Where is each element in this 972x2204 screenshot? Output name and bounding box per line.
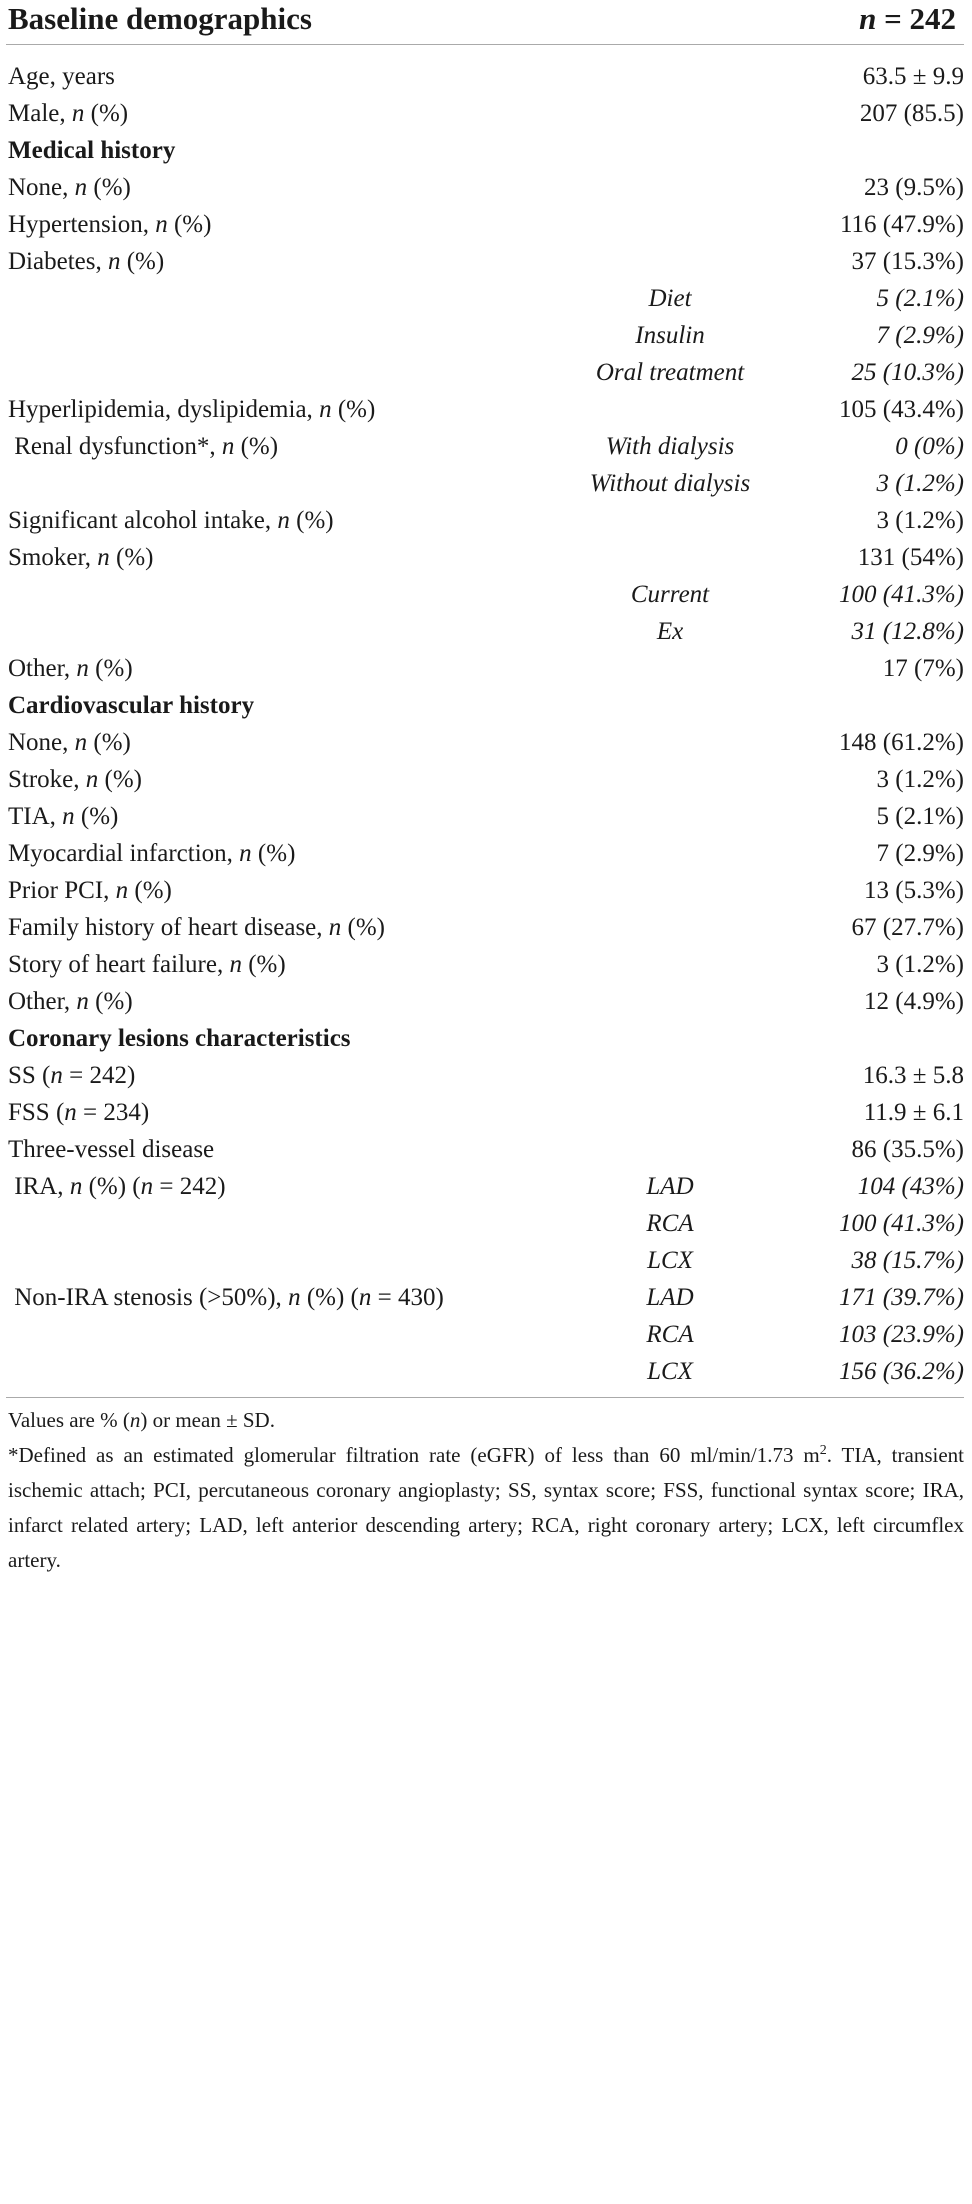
row-value: 37 (15.3%): [851, 248, 964, 275]
table-row: Current 100 (41.3%): [630, 581, 964, 608]
table-row: Diet 5 (2.1%): [648, 285, 964, 312]
row-label: Diabetes, n (%): [8, 248, 165, 275]
table-row: Without dialysis 3 (1.2%): [589, 470, 964, 497]
row-value: 7 (2.9%): [876, 322, 964, 349]
row-value: 5 (2.1%): [876, 285, 964, 312]
row-label: Renal dysfunction*, n (%): [8, 433, 279, 460]
row-value: 5 (2.1%): [876, 803, 964, 830]
table-header: [8, 0, 964, 45]
footnote-values: Values are % (n) or mean ± SD.: [8, 1408, 275, 1432]
row-value: 63.5 ± 9.9: [862, 63, 964, 90]
footer-rule: [6, 1397, 964, 1398]
section-title: Coronary lesions characteristics: [8, 1025, 351, 1052]
row-label: Myocardial infarction, n (%): [8, 840, 296, 867]
row-value: 11.9 ± 6.1: [863, 1099, 964, 1126]
row-value: 25 (10.3%): [851, 359, 964, 386]
row-value: 207 (85.5): [859, 100, 964, 127]
row-value: 100 (41.3%): [839, 581, 964, 608]
row-value: 3 (1.2%): [876, 951, 964, 978]
row-value: 0 (0%): [895, 433, 964, 460]
row-value: 156 (36.2%): [839, 1358, 964, 1385]
row-value: 86 (35.5%): [851, 1136, 964, 1163]
row-label: Male, n (%): [8, 100, 129, 127]
table-row: Ex 31 (12.8%): [656, 618, 964, 645]
row-label: None, n (%): [8, 729, 131, 756]
row-value: 103 (23.9%): [839, 1321, 964, 1348]
table-row: IRA, n (%) (n = 242) LAD 104 (43%): [8, 1173, 964, 1200]
header-rule: [6, 44, 964, 45]
row-value: 116 (47.9%): [839, 211, 964, 238]
row-value: 3 (1.2%): [876, 766, 964, 793]
row-label: Significant alcohol intake, n (%): [8, 507, 334, 534]
row-value: 12 (4.9%): [864, 988, 964, 1015]
row-value: 3 (1.2%): [876, 470, 964, 497]
row-label: Other, n (%): [8, 988, 133, 1015]
row-label: IRA, n (%) (n = 242): [8, 1173, 226, 1200]
row-value: 17 (7%): [882, 655, 964, 682]
row-label: Age, years: [8, 63, 115, 90]
row-label: Story of heart failure, n (%): [8, 951, 286, 978]
row-label: Three-vessel disease: [8, 1136, 215, 1163]
row-label: Prior PCI, n (%): [8, 877, 172, 904]
row-value: 38 (15.7%): [851, 1247, 964, 1274]
row-value: 105 (43.4%): [839, 396, 964, 423]
table-row: Oral treatment 25 (10.3%): [595, 359, 964, 386]
row-label: SS (n = 242): [8, 1062, 136, 1089]
table-row: LCX 38 (15.7%): [647, 1247, 964, 1274]
table-row: LCX 156 (36.2%): [647, 1358, 964, 1385]
row-value: 100 (41.3%): [839, 1210, 964, 1237]
footnote-abbreviations: *Defined as an estimated glomerular filtration rate (eGFR) of less than 60 ml/min/1.73 $m^2$. TIA, transient ischemic attach; PCI, percutaneous coronary angioplasty; SS, syntax score; FSS, functional syntax score; IRA, infarct related artery; LAD, left anterior descending artery; RCA, right coronary artery; LCX, left circumflex artery.: [8, 1443, 964, 1572]
table-footnotes: [8, 1403, 964, 1578]
row-value: 104 (43%): [857, 1173, 964, 1200]
row-value: 16.3 ± 5.8: [862, 1062, 964, 1089]
row-label: Hyperlipidemia, dyslipidemia, n (%): [8, 396, 376, 423]
table-row: Non-IRA stenosis (>50%), n (%) (n = 430) LAD 171 (39.7%): [8, 1284, 964, 1311]
row-value: 3 (1.2%): [876, 507, 964, 534]
table-row: RCA 100 (41.3%): [646, 1210, 964, 1237]
row-label: Other, n (%): [8, 655, 133, 682]
row-value: 131 (54%): [857, 544, 964, 571]
row-label: None, n (%): [8, 174, 131, 201]
row-value: 13 (5.3%): [864, 877, 964, 904]
n-symbol: n: [859, 1, 877, 36]
row-label: Non-IRA stenosis (>50%), n (%) (n = 430): [8, 1284, 444, 1311]
row-value: 7 (2.9%): [876, 840, 964, 867]
row-label: Stroke, n (%): [8, 766, 143, 793]
row-label: TIA, n (%): [8, 803, 119, 830]
sample-size-value: = 242: [884, 1, 956, 36]
row-value: 171 (39.7%): [839, 1284, 964, 1311]
row-value: 148 (61.2%): [839, 729, 964, 756]
row-label: Smoker, n (%): [8, 544, 154, 571]
table-row: Renal dysfunction*, n (%) With dialysis 0 (0%): [8, 433, 964, 460]
row-label: FSS (n = 234): [8, 1099, 150, 1126]
row-value: 67 (27.7%): [851, 914, 964, 941]
row-value: 23 (9.5%): [864, 174, 964, 201]
table-title: Baseline demographics: [8, 1, 312, 36]
row-label: Family history of heart disease, n (%): [8, 914, 385, 941]
row-label: Hypertension, n (%): [8, 211, 212, 238]
section-title: Cardiovascular history: [8, 692, 255, 719]
sample-size-label: [859, 1, 956, 37]
row-value: 31 (12.8%): [851, 618, 964, 645]
section-title: Medical history: [8, 137, 176, 164]
table-row: RCA 103 (23.9%): [646, 1321, 964, 1348]
table-row: Insulin 7 (2.9%): [635, 322, 964, 349]
